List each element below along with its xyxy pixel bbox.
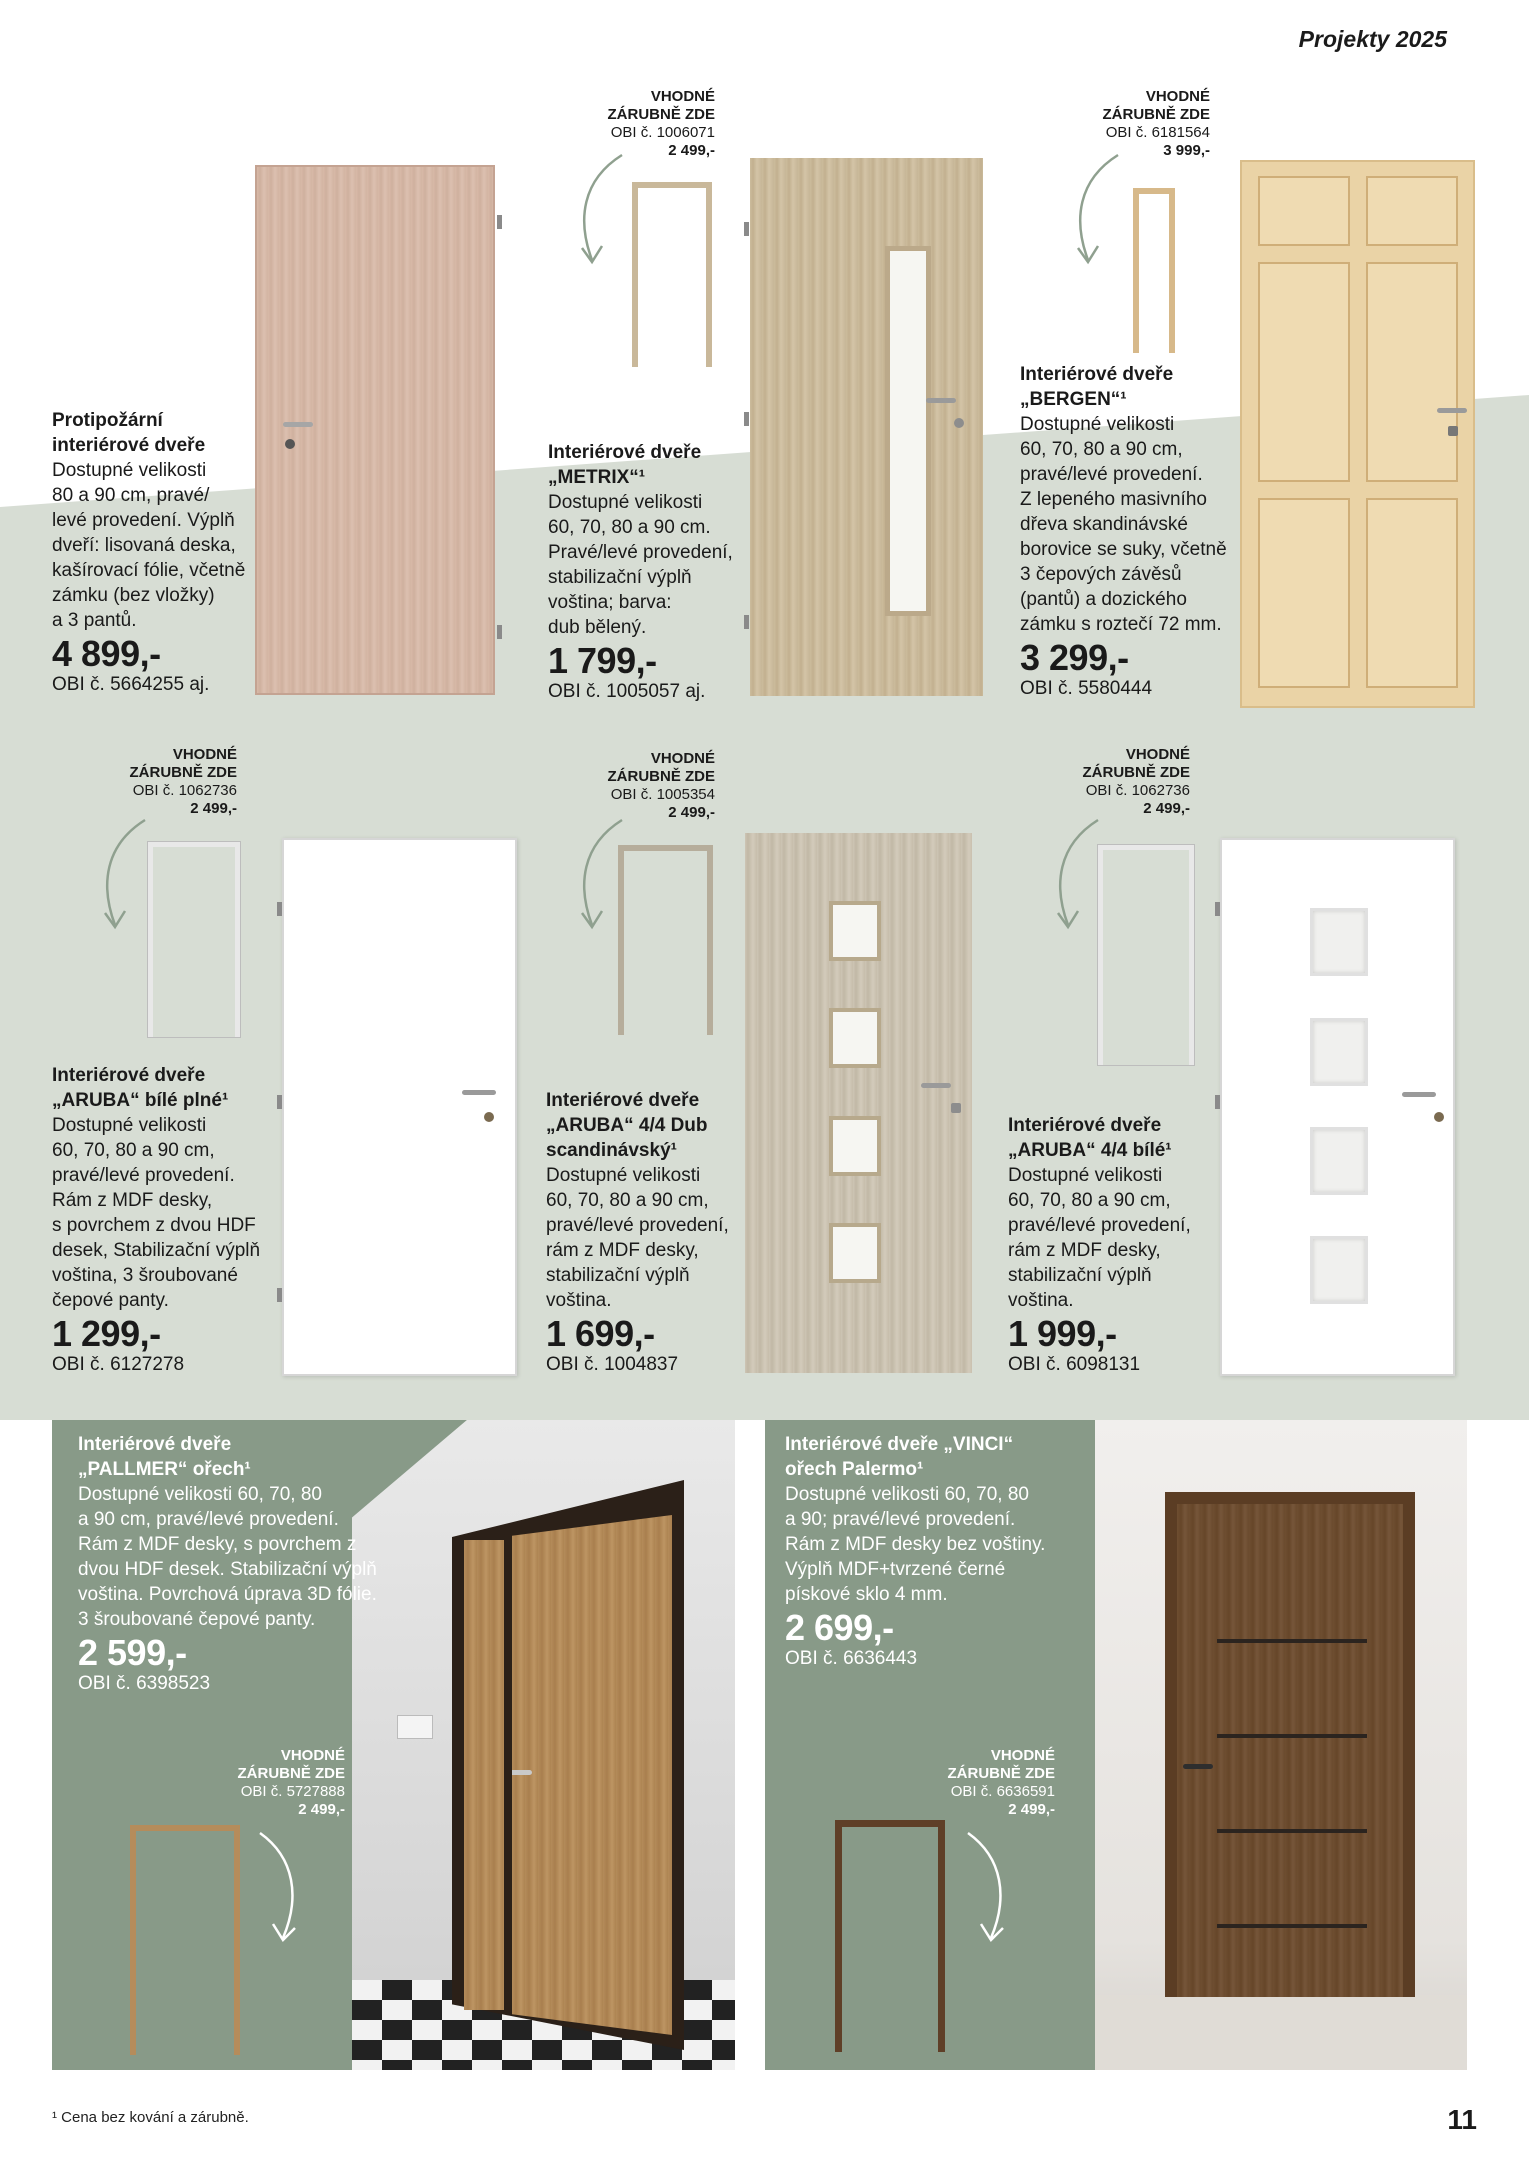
product-code: OBI č. 6636443 <box>785 1648 918 1669</box>
product-fire-door <box>52 408 252 697</box>
door-glass-pane <box>1310 1127 1368 1195</box>
curved-arrow-icon <box>572 150 632 270</box>
door-lock <box>1434 1112 1444 1122</box>
door-glass-pane <box>829 1116 881 1176</box>
product-desc: stabilizační výplň <box>548 567 692 588</box>
room-floor <box>1095 1995 1467 2070</box>
product-code: OBI č. 6127278 <box>52 1354 185 1375</box>
door-image-pallmer <box>512 1515 672 2035</box>
product-aruba-4-white <box>1008 1113 1218 1377</box>
product-desc: zámku (bez vložky) <box>52 585 215 606</box>
product-name: Interiérové dveře <box>1020 364 1174 385</box>
door-hinge <box>277 902 282 916</box>
frame-tag-title: ZÁRUBNĚ ZDE <box>947 1765 1055 1782</box>
product-desc: Dostupné velikosti 60, 70, 80 <box>78 1484 322 1505</box>
product-desc: pravé/levé provedení, <box>546 1215 729 1236</box>
product-code: OBI č. 6098131 <box>1008 1354 1141 1375</box>
product-desc: Dostupné velikosti <box>52 1115 207 1136</box>
door-panel <box>1366 176 1458 246</box>
frame-tag-title: ZÁRUBNĚ ZDE <box>607 768 715 785</box>
product-desc: Rám z MDF desky, <box>52 1190 213 1211</box>
product-desc: voština. <box>546 1290 612 1311</box>
product-bergen <box>1020 362 1235 701</box>
product-code: OBI č. 1004837 <box>546 1354 679 1375</box>
product-code: OBI č. 6398523 <box>78 1673 211 1694</box>
door-image-aruba-oak <box>745 833 972 1373</box>
product-name: interiérové dveře <box>52 435 206 456</box>
door-hinge <box>277 1095 282 1109</box>
door-hinge <box>497 625 502 639</box>
frame-tag-code: OBI č. 6181564 <box>1105 124 1210 141</box>
product-name: Protipožární <box>52 410 163 431</box>
frame-tag-code: OBI č. 1062736 <box>132 782 237 799</box>
door-hinge <box>1215 1095 1220 1109</box>
door-image-aruba-white <box>282 838 517 1376</box>
product-price: 1 799,- <box>548 640 657 681</box>
product-desc: 60, 70, 80 a 90 cm, <box>1008 1190 1171 1211</box>
product-aruba-white <box>52 1063 272 1377</box>
door-panel <box>1258 498 1350 688</box>
product-desc: (pantů) a dozického <box>1020 589 1187 610</box>
frame-tag-code: OBI č. 1006071 <box>610 124 715 141</box>
door-frame-image-aruba-4-white <box>1098 845 1194 1065</box>
frame-tag-title: VHODNÉ <box>1145 88 1210 105</box>
door-frame-image-vinci <box>835 1820 945 2052</box>
product-desc: pískové sklo 4 mm. <box>785 1584 948 1605</box>
product-desc: voština, 3 šroubované <box>52 1265 238 1286</box>
door-panel <box>1366 262 1458 482</box>
product-desc: rám z MDF desky, <box>546 1240 699 1261</box>
product-desc: 60, 70, 80 a 90 cm. <box>548 517 711 538</box>
frame-tag-aruba-white <box>82 746 237 818</box>
frame-tag-code: OBI č. 1062736 <box>1085 782 1190 799</box>
frame-tag-pallmer <box>190 1747 345 1819</box>
product-desc: stabilizační výplň <box>1008 1265 1152 1286</box>
product-desc: s povrchem z dvou HDF <box>52 1215 256 1236</box>
product-price: 2 699,- <box>785 1607 894 1648</box>
door-glass-pane <box>885 246 931 616</box>
door-hinge <box>744 222 749 236</box>
product-desc: stabilizační výplň <box>546 1265 690 1286</box>
curved-arrow-icon <box>963 1828 1013 1948</box>
product-code: OBI č. 1005057 aj. <box>548 681 706 702</box>
door-handle <box>1183 1764 1213 1769</box>
product-pallmer <box>78 1432 418 1696</box>
door-lock <box>285 439 295 449</box>
door-handle <box>1437 408 1467 413</box>
product-name: „PALLMER“ ořech¹ <box>78 1459 251 1480</box>
frame-tag-title: VHODNÉ <box>650 750 715 767</box>
frame-tag-title: VHODNÉ <box>650 88 715 105</box>
product-desc: pravé/levé provedení, <box>1008 1215 1191 1236</box>
frame-tag-price: 2 499,- <box>190 800 237 817</box>
door-side-panel <box>464 1540 504 2010</box>
product-name: scandinávský¹ <box>546 1140 677 1161</box>
frame-tag-title: VHODNÉ <box>172 746 237 763</box>
frame-tag-title: VHODNÉ <box>1125 746 1190 763</box>
door-glass-strip <box>1217 1829 1367 1833</box>
page-number: 11 <box>1447 2104 1477 2135</box>
frame-tag-price: 2 499,- <box>1143 800 1190 817</box>
door-handle <box>510 1770 532 1775</box>
frame-tag-price: 2 499,- <box>298 1801 345 1818</box>
door-lock <box>951 1103 961 1113</box>
product-desc: 60, 70, 80 a 90 cm, <box>52 1140 215 1161</box>
product-desc: Rám z MDF desky bez voštiny. <box>785 1534 1046 1555</box>
product-desc: 80 a 90 cm, pravé/ <box>52 485 210 506</box>
product-desc: 3 šroubované čepové panty. <box>78 1609 316 1630</box>
product-name: „ARUBA“ bílé plné¹ <box>52 1090 229 1111</box>
door-glass-strip <box>1217 1924 1367 1928</box>
frame-tag-code: OBI č. 6636591 <box>950 1783 1055 1800</box>
door-glass-pane <box>1310 1018 1368 1086</box>
frame-tag-aruba-oak <box>560 750 715 822</box>
door-frame-image-aruba-white <box>148 842 240 1037</box>
product-price: 1 999,- <box>1008 1313 1117 1354</box>
product-desc: Dostupné velikosti <box>546 1165 701 1186</box>
door-image-bergen <box>1240 160 1475 708</box>
frame-tag-title: ZÁRUBNĚ ZDE <box>1102 106 1210 123</box>
product-desc: a 90; pravé/levé provedení. <box>785 1509 1016 1530</box>
door-hinge <box>1215 902 1220 916</box>
curved-arrow-icon <box>95 815 155 935</box>
product-desc: Výplň MDF+tvrzené černé <box>785 1559 1006 1580</box>
product-desc: Pravé/levé provedení, <box>548 542 733 563</box>
product-name: ořech Palermo¹ <box>785 1459 924 1480</box>
door-lock <box>1448 426 1458 436</box>
product-price: 2 599,- <box>78 1632 187 1673</box>
frame-tag-vinci <box>900 1747 1055 1819</box>
frame-tag-price: 2 499,- <box>1008 1801 1055 1818</box>
door-lock <box>954 418 964 428</box>
product-vinci <box>785 1432 1105 1671</box>
door-panel <box>1258 262 1350 482</box>
door-lock <box>484 1112 494 1122</box>
product-desc: Rám z MDF desky, s povrchem z <box>78 1534 357 1555</box>
product-desc: Dostupné velikosti <box>548 492 703 513</box>
product-desc: dub bělený. <box>548 617 647 638</box>
product-desc: Dostupné velikosti 60, 70, 80 <box>785 1484 1029 1505</box>
product-desc: zámku s roztečí 72 mm. <box>1020 614 1222 635</box>
footnote: ¹ Cena bez kování a zárubně. <box>52 2109 249 2126</box>
door-hinge <box>277 1288 282 1302</box>
door-glass-pane <box>1310 1236 1368 1304</box>
door-hinge <box>497 215 502 229</box>
frame-tag-title: ZÁRUBNĚ ZDE <box>607 106 715 123</box>
product-desc: Dostupné velikosti <box>1020 414 1175 435</box>
product-desc: Dostupné velikosti <box>52 460 207 481</box>
product-name: Interiérové dveře <box>52 1065 206 1086</box>
product-desc: borovice se suky, včetně <box>1020 539 1227 560</box>
product-desc: desek, Stabilizační výplň <box>52 1240 261 1261</box>
door-handle <box>921 1083 951 1088</box>
door-frame-image-pallmer <box>130 1825 240 2055</box>
door-handle <box>283 422 313 427</box>
door-hinge <box>744 412 749 426</box>
product-desc: dřeva skandinávské <box>1020 514 1188 535</box>
product-name: „METRIX“¹ <box>548 467 646 488</box>
product-price: 1 299,- <box>52 1313 161 1354</box>
page-header-title: Projekty 2025 <box>1298 26 1447 52</box>
product-desc: voština. Povrchová úprava 3D fólie. <box>78 1584 377 1605</box>
frame-tag-price: 2 499,- <box>668 804 715 821</box>
door-glass-strip <box>1217 1734 1367 1738</box>
product-desc: rám z MDF desky, <box>1008 1240 1161 1261</box>
product-price: 4 899,- <box>52 633 161 674</box>
door-panel <box>1366 498 1458 688</box>
product-name: Interiérové dveře <box>548 442 702 463</box>
frame-tag-aruba-4-white <box>1035 746 1190 818</box>
product-aruba-oak <box>546 1088 746 1377</box>
curved-arrow-icon <box>255 1828 305 1948</box>
product-code: OBI č. 5580444 <box>1020 678 1153 699</box>
light-switch <box>397 1715 433 1739</box>
product-desc: a 3 pantů. <box>52 610 137 631</box>
product-name: Interiérové dveře <box>78 1434 232 1455</box>
door-image-metrix <box>750 158 983 696</box>
door-image-aruba-4-white <box>1220 838 1455 1376</box>
door-glass-pane <box>829 1008 881 1068</box>
frame-tag-price: 2 499,- <box>668 142 715 159</box>
product-desc: 60, 70, 80 a 90 cm, <box>546 1190 709 1211</box>
door-handle <box>926 398 956 403</box>
frame-tag-title: ZÁRUBNĚ ZDE <box>237 1765 345 1782</box>
product-desc: Dostupné velikosti <box>1008 1165 1163 1186</box>
product-code: OBI č. 5664255 aj. <box>52 674 210 695</box>
frame-tag-title: ZÁRUBNĚ ZDE <box>129 764 237 781</box>
door-glass-strip <box>1217 1639 1367 1643</box>
product-price: 3 299,- <box>1020 637 1129 678</box>
product-desc: dvou HDF desek. Stabilizační výplň <box>78 1559 377 1580</box>
door-image-fire-door <box>255 165 495 695</box>
product-desc: Z lepeného masivního <box>1020 489 1207 510</box>
product-price: 1 699,- <box>546 1313 655 1354</box>
product-metrix <box>548 440 748 704</box>
curved-arrow-icon <box>1068 150 1128 270</box>
door-glass-pane <box>1310 908 1368 976</box>
frame-tag-title: VHODNÉ <box>280 1747 345 1764</box>
frame-tag-code: OBI č. 5727888 <box>240 1783 345 1800</box>
door-panel <box>1258 176 1350 246</box>
product-desc: 3 čepových závěsů <box>1020 564 1182 585</box>
door-frame-image-metrix <box>632 182 712 367</box>
door-image-vinci <box>1177 1504 1403 1997</box>
door-frame-image-aruba-oak <box>618 845 713 1035</box>
product-desc: 60, 70, 80 a 90 cm, <box>1020 439 1183 460</box>
frame-tag-price: 3 999,- <box>1163 142 1210 159</box>
product-desc: a 90 cm, pravé/levé provedení. <box>78 1509 339 1530</box>
frame-tag-title: ZÁRUBNĚ ZDE <box>1082 764 1190 781</box>
product-name: „BERGEN“¹ <box>1020 389 1127 410</box>
product-desc: kašírovací fólie, včetně <box>52 560 246 581</box>
door-handle <box>462 1090 496 1095</box>
product-desc: pravé/levé provedení. <box>1020 464 1203 485</box>
door-glass-pane <box>829 901 881 961</box>
product-desc: pravé/levé provedení. <box>52 1165 235 1186</box>
product-name: Interiérové dveře <box>546 1090 700 1111</box>
frame-tag-code: OBI č. 1005354 <box>610 786 715 803</box>
door-handle <box>1402 1092 1436 1097</box>
product-name: Interiérové dveře <box>1008 1115 1162 1136</box>
product-name: Interiérové dveře „VINCI“ <box>785 1434 1014 1455</box>
product-desc: voština; barva: <box>548 592 672 613</box>
door-frame-image-bergen <box>1133 188 1175 353</box>
product-name: „ARUBA“ 4/4 Dub <box>546 1115 708 1136</box>
product-desc: čepové panty. <box>52 1290 169 1311</box>
product-desc: dveří: lisovaná deska, <box>52 535 236 556</box>
product-name: „ARUBA“ 4/4 bílé¹ <box>1008 1140 1172 1161</box>
frame-tag-title: VHODNÉ <box>990 1747 1055 1764</box>
product-desc: levé provedení. Výplň <box>52 510 235 531</box>
product-desc: voština. <box>1008 1290 1074 1311</box>
door-glass-pane <box>829 1223 881 1283</box>
